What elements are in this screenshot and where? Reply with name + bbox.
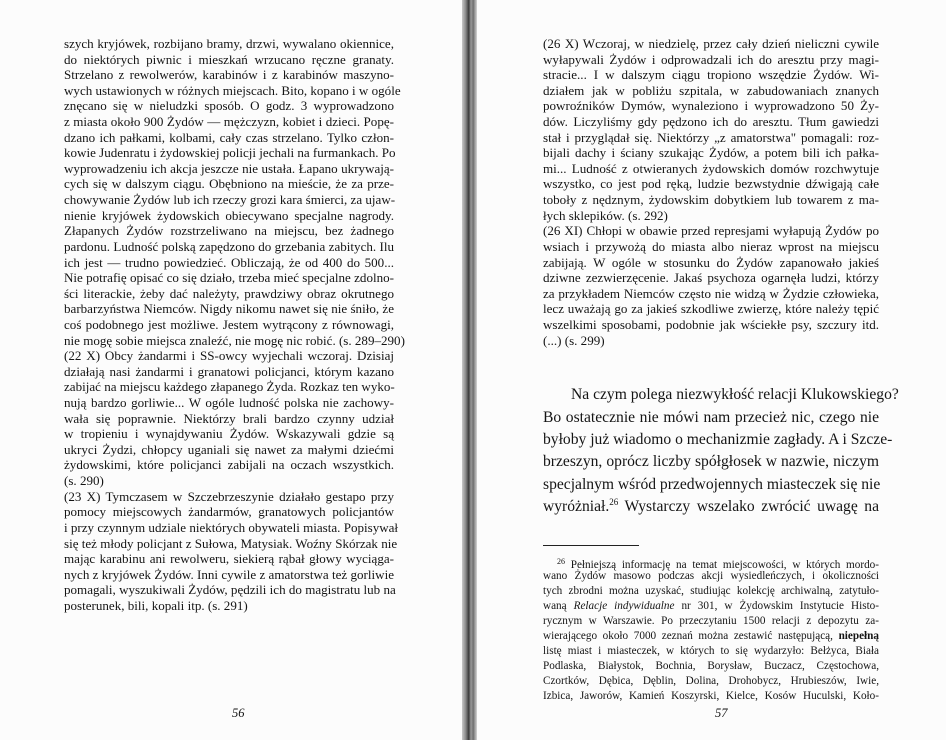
body-line: Na czym polega niezwykłość relacji Klukowskiego?: [571, 386, 899, 404]
quote-line: stracie... I w dalszym ciągu tropiono wszędzie Żydów. Wi-: [543, 67, 879, 83]
quote-line: wsiach i przywożą do miasta albo nieraz wprost na miejscu: [543, 238, 879, 254]
footnote-rule: [543, 545, 639, 546]
body-line: byłoby już wiadomo o mechanizmie zagłady. A i Szcze-: [543, 430, 893, 448]
text-line: i przy czynnym udziale niektórych obywateli miasta. Popisywał: [64, 519, 399, 535]
text-line: coś podobnego jest możliwe. Jestem wytrącony z równowagi,: [64, 316, 394, 332]
footnote-line: [543, 599, 879, 614]
quote-line: powroźników Dymów, wynaleziono i wyprowadzono 50 Ży-: [543, 98, 879, 114]
footnote-line: [543, 554, 879, 569]
text-line: pardonu. Ludność polską zapędzono do grzebania zabitych. Ilu: [64, 238, 394, 254]
text-line: (22 X) Obcy żandarmi i SS-owcy wyjechali wczoraj. Dzisiaj: [64, 348, 394, 364]
quote-line: (...) (s. 299): [543, 332, 605, 348]
footnote-bold-word: niepełną: [838, 630, 879, 642]
text-line: (23 X) Tymczasem w Szczebrzeszynie działało gestapo przy: [64, 488, 394, 504]
body-line: Bo ostatecznie nie mówi nam przecież nic, czego nie: [543, 408, 879, 426]
footnote-line-part: wierającego około 7000 zeznań można zestawić następującą,: [543, 630, 839, 642]
text-line: ści literackie, żeby dać należyty, prawdziwy obraz okrutnego: [64, 285, 394, 301]
footnote-collection-title: Relacje indywidualne: [573, 599, 675, 612]
footnote: [543, 554, 879, 705]
footnote-line: tych zbrodni można uzyskać, studiując kolekcję archiwalną, zatytuło-: [543, 584, 879, 597]
footnote-line: [543, 629, 879, 644]
footnote-line-part: Pełniejszą informację na temat miejscowości, w których mordo-: [565, 558, 879, 571]
quote-line: bijali dachy i ściany szukając Żydów, a potem bili ich pałka-: [543, 145, 879, 161]
left-page: [0, 0, 462, 740]
body-line: [543, 496, 879, 518]
body-line-part: Wystarczy wszelako zwrócić uwagę na: [618, 498, 879, 516]
text-line: z miasta około 900 Żydów — mężczyzn, kobiet i dzieci. Popę-: [64, 114, 394, 130]
footnote-line: wano Żydów masowo podczas akcji wysiedleńczych, i okoliczności: [543, 569, 879, 582]
quote-line: za przykładem Niemców często nie widzą w Żydzie człowieka,: [543, 285, 879, 301]
body-paragraph: [543, 384, 899, 518]
text-line: (s. 290): [64, 473, 104, 489]
text-line: mając karabinu ani rewolweru, siekierą rąbał głowy wyciąga-: [64, 551, 394, 567]
footnote-line: rycznym w Warszawie. Po przeczytaniu 1500 relacji z depozytu za-: [543, 614, 879, 627]
text-line: wych ustawionych w różnych miejscach. Bito, kopano i w ogóle: [64, 82, 401, 98]
text-line: działają nasi żandarmi i granatowi policjanci, którym kazano: [64, 363, 394, 379]
footnote-line: Podlaska, Białystok, Bochnia, Borysław, Buczacz, Częstochowa,: [543, 660, 879, 673]
footnote-reference[interactable]: 26: [609, 497, 619, 508]
quote-line: działem jak w pobliżu szpitala, w zabudowaniach znanych: [543, 82, 879, 98]
quote-line: toboły z nędznym, żydowskim dobytkiem lub towarem z ma-: [543, 192, 879, 208]
footnote-line: Czortków, Dębica, Dęblin, Dolina, Drohobycz, Hrubieszów, Iwie,: [543, 675, 879, 688]
quote-line: łych sklepików. (s. 292): [543, 207, 668, 223]
text-line: cych się w dalszym ciągu. Obębniono na mieście, że za prze-: [64, 176, 394, 192]
text-line: się też młody policjant z Sułowa, Matysiak. Woźny Skórzak nie: [64, 535, 398, 551]
text-line: dzano ich pałkami, kolbami, cały czas strzelano. Tylko człon-: [64, 129, 394, 145]
text-line: wyprowadzeniu ich akcja jeszcze nie ustała. Łapano ukrywają-: [64, 160, 394, 176]
text-line: zabijać na miejscu każdego złapanego Żyda. Rozkaz ten wyko-: [64, 379, 395, 395]
text-line: ich jest — trudno powiedzieć. Obliczają, że od 400 do 500...: [64, 254, 394, 270]
quote-line: zabijają. W ogóle w stosunku do Żydów zapanowało jakieś: [543, 254, 879, 270]
quote-line: (26 XI) Chłopi w obawie przed represjami wyłapują Żydów po: [543, 223, 879, 239]
right-page: [477, 0, 946, 740]
page-number: 57: [715, 706, 728, 720]
footnote-line: Izbica, Jaworów, Kamień Koszyrski, Kielce, Kosów Huculski, Koło-: [543, 690, 879, 703]
text-line: posterunek, bili, kopali itp. (s. 291): [64, 597, 248, 613]
quote-line: dziwne zezwierzęcenie. Jakaś psychoza ogarnęła ludzi, którzy: [543, 270, 879, 286]
quote-line: wyłapywali Żydów i odprowadzali ich do aresztu przy magi-: [543, 51, 879, 67]
text-line: ukryci Żydzi, chłopcy uganiali się nawet za małymi dziećmi: [64, 441, 394, 457]
text-line: w tropieniu i wynajdywaniu Żydów. Wskazywali gdzie są: [64, 426, 394, 442]
quote-line: dów. Liczyliśmy gdy pędzono ich do aresztu. Tłum gawiedzi: [543, 114, 879, 130]
text-line: Złapanych Żydów rozstrzeliwano na miejscu, bez żadnego: [64, 223, 394, 239]
text-line: nych z kryjówek Żydów. Inni cywile z amatorstwa też gorliwie: [64, 566, 394, 582]
right-page-text: [543, 36, 899, 704]
text-line: chowywanie Żydów lub ich rzeczy grozi kara śmierci, za ujaw-: [64, 192, 396, 208]
quote-line: wszystko, co jest pod ręką, ludzie bezwstydnie dźwigają całe: [543, 176, 879, 192]
body-line: specjalnym wśród przedwojennych miasteczek się nie: [543, 475, 881, 493]
text-line: nie mogę sobie miejsca znaleźć, nie mogę nic robić. (s. 289–290): [64, 332, 405, 348]
footnote-line-part: waną: [543, 599, 574, 612]
text-line: pomagali, wyszukiwali Żydów, pędzili ich do magistratu lub na: [64, 582, 396, 598]
text-line: Strzelano z rewolwerów, karabinów i z karabinów maszyno-: [64, 67, 394, 83]
text-line: Nie potrafię opisać co się działo, trzeba mieć specjalne zdolno-: [64, 270, 394, 286]
text-line: kowie Judenratu i żydowskiej policji jechali na furmankach. Po: [64, 145, 396, 161]
text-line: wała się poprawnie. Niektórzy brali bardzo czynny udział: [64, 410, 394, 426]
footnote-line-part: nr 301, w Żydowskim Instytucie Histo-: [674, 599, 880, 612]
text-line: żydowskimi, które policjanci zabijali na oczach wszystkich.: [64, 457, 394, 473]
body-line-part: wyróżniał.: [543, 498, 610, 516]
text-line: do niektórych piwnic i mieszkań wrzucano ręczne granaty.: [64, 51, 394, 67]
quote-line: mi... Ludność z otwieranych żydowskich domów rozchwytuje: [543, 160, 879, 176]
quote-line: wszelkimi sposobami, podobnie jak wściekłe psy, szczury itd.: [543, 316, 879, 332]
footnote-number: 26: [557, 556, 565, 566]
quote-line: stał i przyglądał się. Niektórzy „z amatorstwa" pomagali: roz-: [543, 129, 879, 145]
left-page-text: [64, 36, 405, 614]
text-line: nienie kryjówek żydowskich obiecywano specjalne nagrody.: [64, 207, 394, 223]
quote-line: lecz uważają go za jakieś szkodliwe zwierzę, które należy tępić: [543, 301, 879, 317]
page-number: 56: [232, 706, 245, 720]
book-gutter: [462, 0, 477, 740]
text-line: szych kryjówek, rozbijano bramy, drzwi, wywalano okiennice,: [64, 36, 394, 51]
text-line: znęcano się w nieludzki sposób. O godz. 3 wyprowadzono: [64, 98, 394, 114]
footnote-line: listę miast i miasteczek, w których to się wydarzyło: Bełżyca, Biała: [543, 645, 879, 658]
text-line: nują bardzo gorliwie... W ogóle ludność polska nie zachowy-: [64, 395, 394, 411]
text-line: barbarzyństwa Niemców. Nigdy nikomu nawet się nie śniło, że: [64, 301, 394, 317]
quote-line: (26 X) Wczoraj, w niedzielę, przez cały dzień nieliczni cywile: [543, 36, 879, 51]
body-line: brzeszyn, oprócz liczby spółgłosek w nazwie, niczym: [543, 453, 879, 471]
text-line: pomocy miejscowych żandarmów, granatowych policjantów: [64, 504, 394, 520]
